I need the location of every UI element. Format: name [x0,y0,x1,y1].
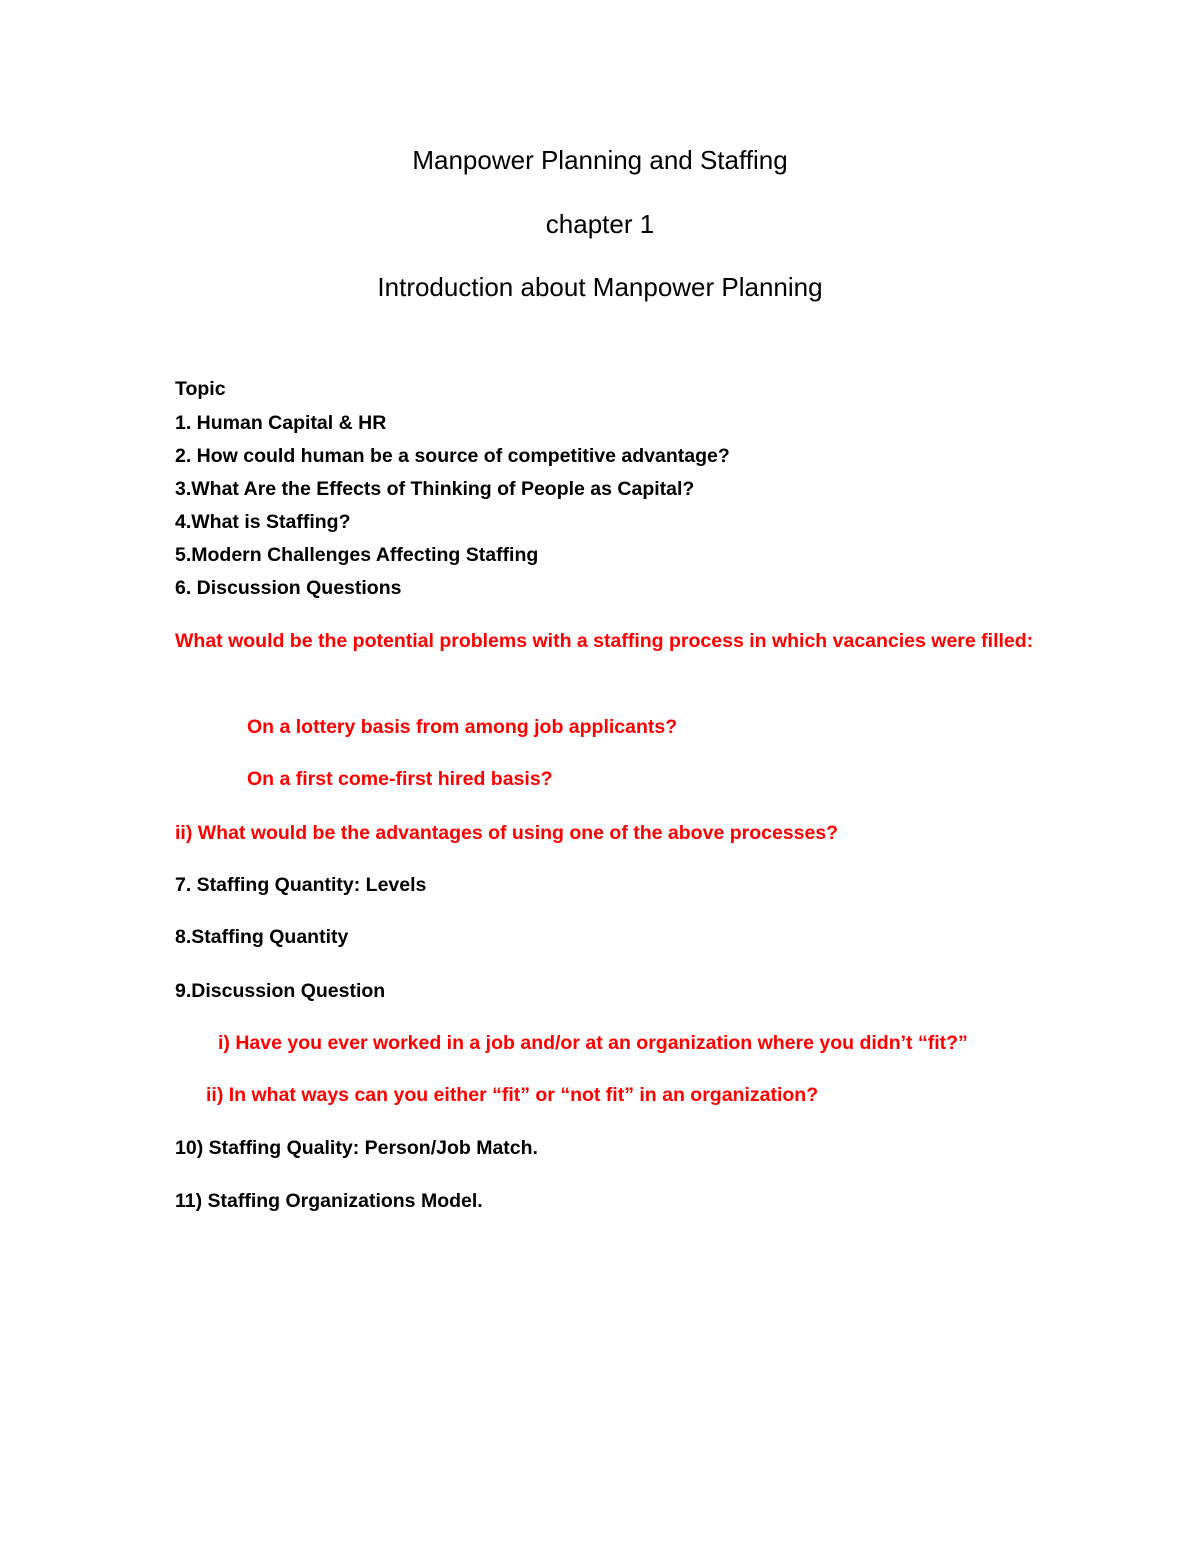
topic-item-5: 5.Modern Challenges Affecting Staffing [175,544,539,566]
topic-item-4: 4.What is Staffing? [175,511,351,533]
topic-item-6: 6. Discussion Questions [175,577,402,599]
fit-question-i: i) Have you ever worked in a job and/or at an organization where you didn’t “fit?” [218,1032,968,1054]
topic-item-10: 10) Staffing Quality: Person/Job Match. [175,1137,538,1159]
document-title: Manpower Planning and Staffing [412,145,788,175]
topic-item-9: 9.Discussion Question [175,980,386,1002]
discussion-option-lottery: On a lottery basis from among job applicants? [247,716,678,738]
fit-question-ii: ii) In what ways can you either “fit” or “not fit” in an organization? [206,1084,819,1106]
topic-item-7: 7. Staffing Quantity: Levels [175,874,427,896]
topic-item-8: 8.Staffing Quantity [175,926,349,948]
chapter-number: chapter 1 [545,209,655,239]
discussion-question-ii: ii) What would be the advantages of using one of the above processes? [175,822,839,844]
discussion-option-first-come: On a first come-first hired basis? [247,768,553,790]
topic-item-2: 2. How could human be a source of competitive advantage? [175,445,730,467]
topic-item-3: 3.What Are the Effects of Thinking of People as Capital? [175,478,695,500]
topic-item-1: 1. Human Capital & HR [175,412,387,434]
topic-label: Topic [175,378,226,400]
discussion-question: What would be the potential problems with a staffing process in which vacancies were filled: [175,630,1034,652]
chapter-subtitle: Introduction about Manpower Planning [377,272,823,302]
topic-item-11: 11) Staffing Organizations Model. [175,1190,483,1212]
